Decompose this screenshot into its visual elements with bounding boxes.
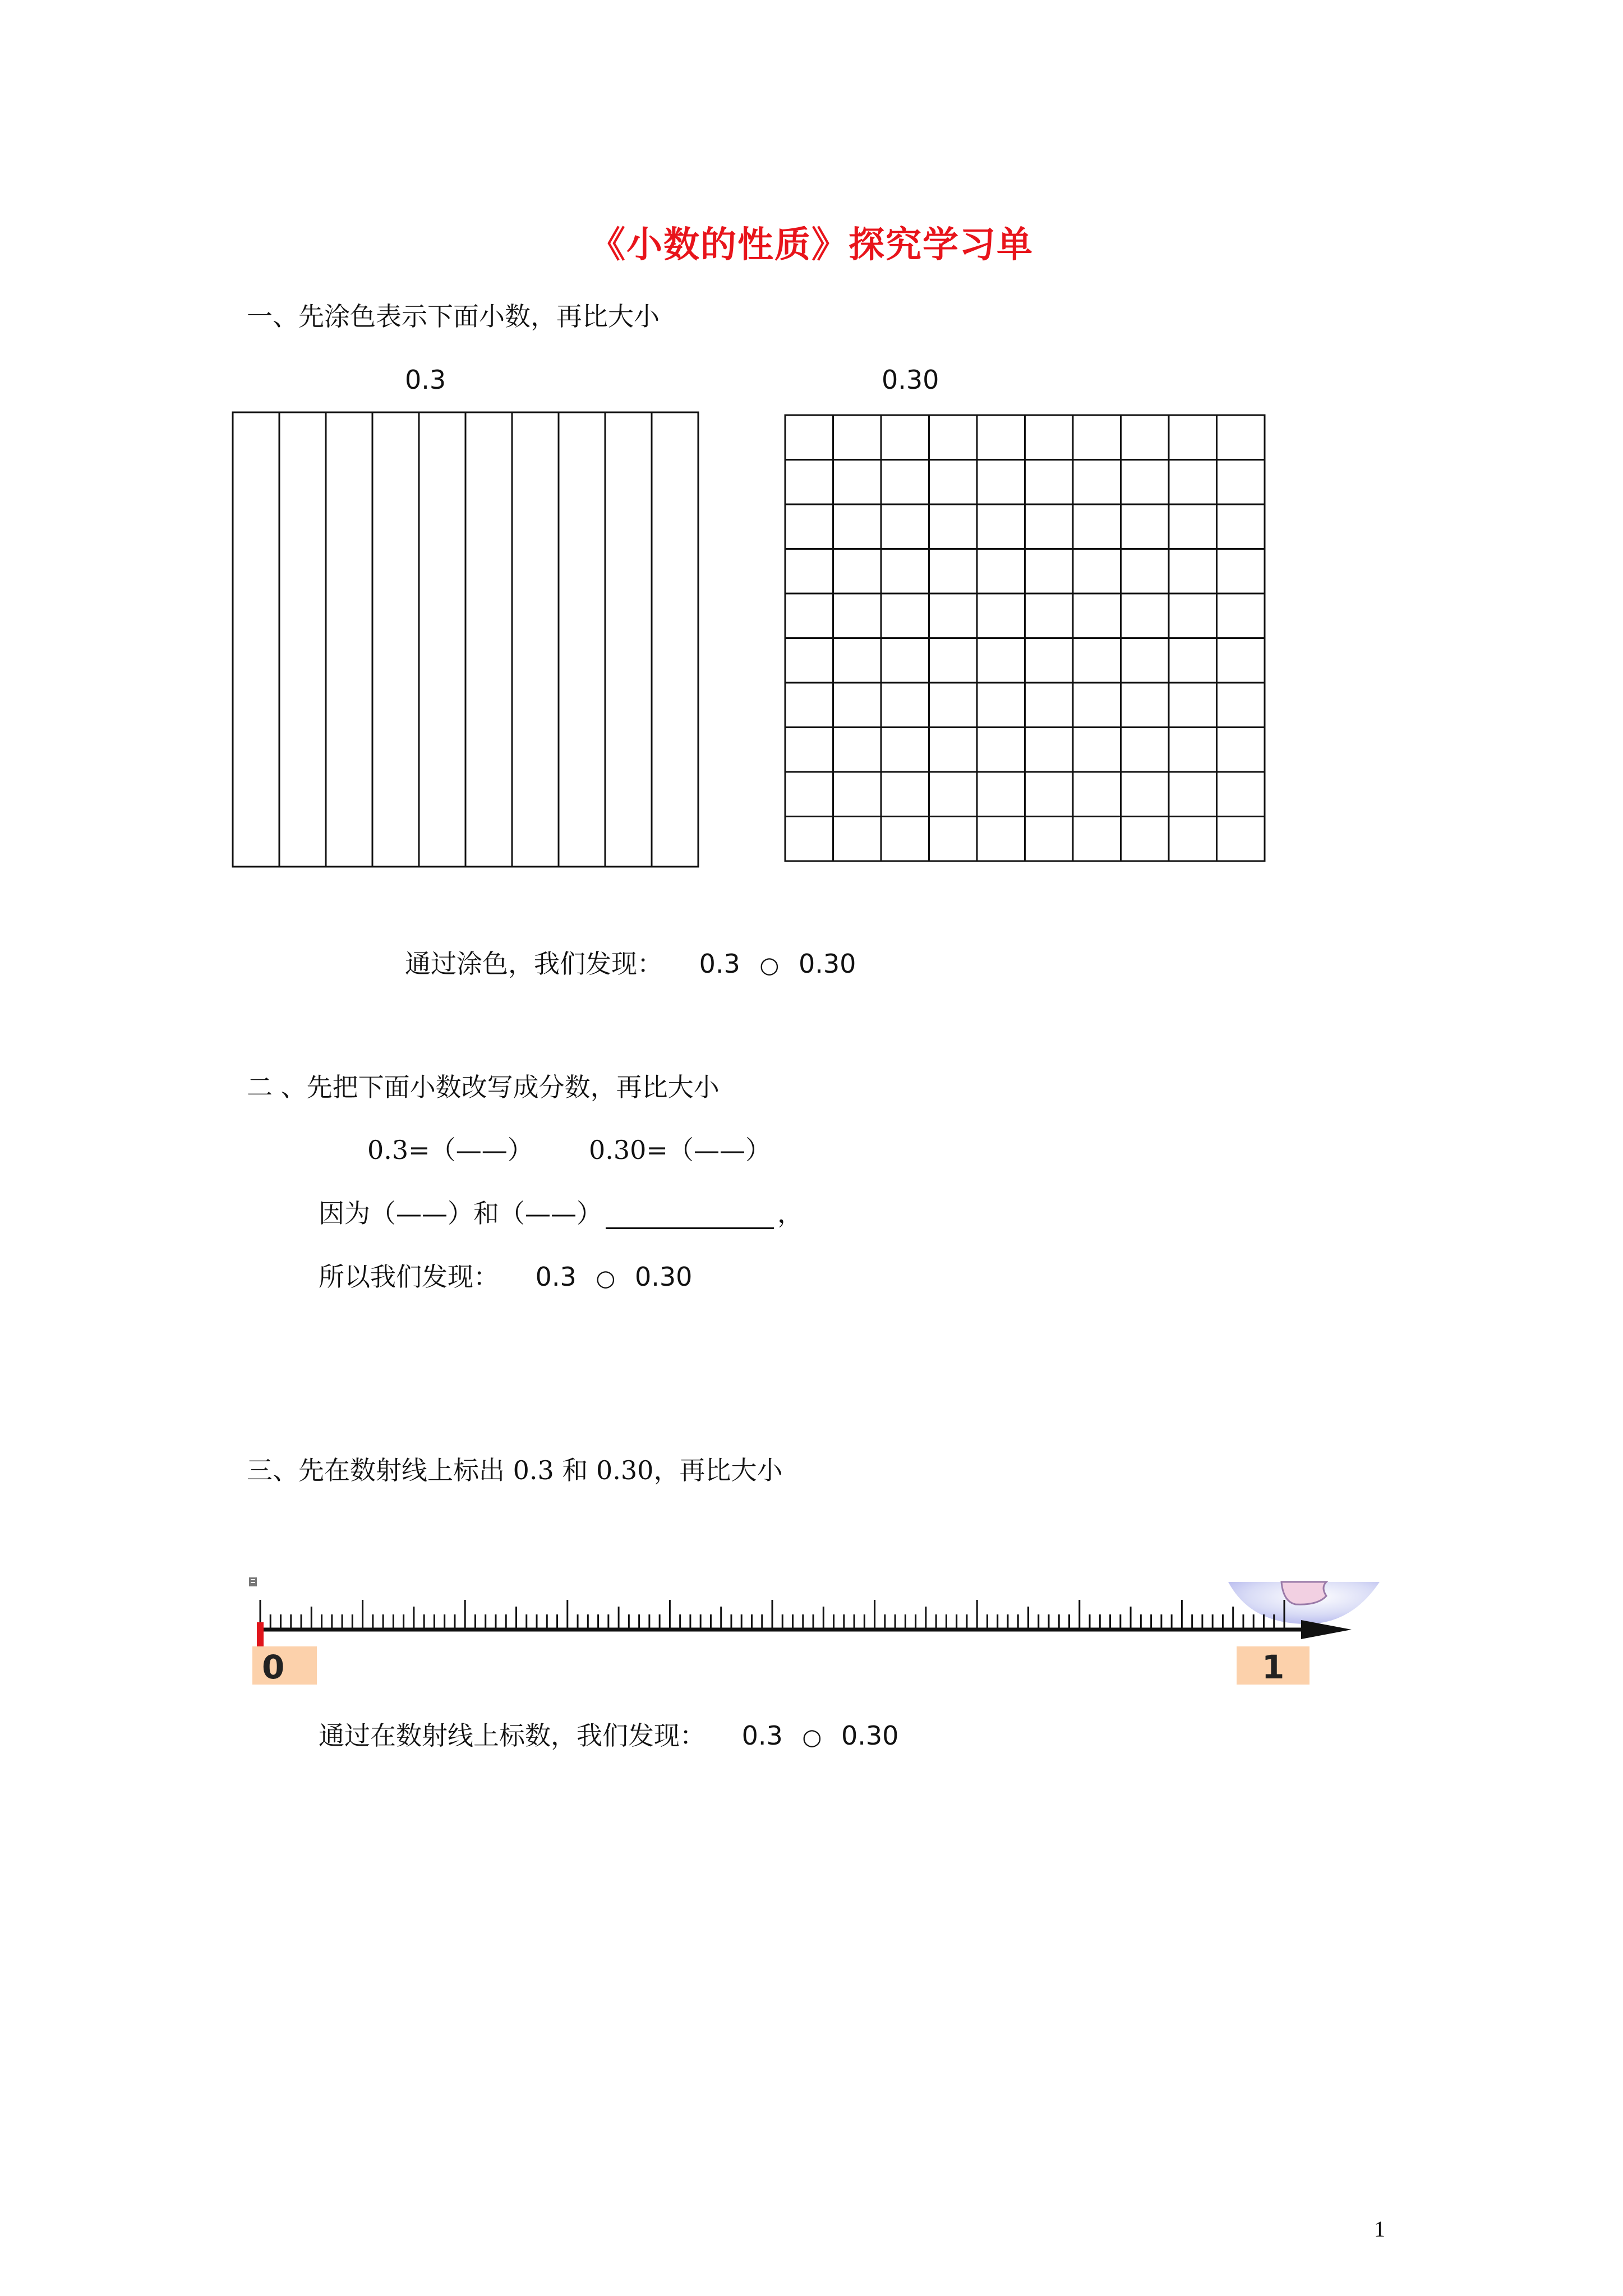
tenth-strip[interactable] <box>605 412 652 867</box>
label-0.3: 0.3 <box>405 365 446 395</box>
hundredth-cell[interactable] <box>1169 549 1217 594</box>
hundredth-cell[interactable] <box>833 683 882 728</box>
tenth-strip[interactable] <box>372 412 419 867</box>
hundredth-cell[interactable] <box>1121 460 1169 505</box>
hundredth-cell[interactable] <box>881 638 929 683</box>
section3-heading: 三、先在数射线上标出 0.3 和 0.30，再比大小 <box>247 1455 783 1485</box>
hundredth-cell[interactable] <box>1025 728 1073 772</box>
hundredth-cell[interactable] <box>1073 728 1121 772</box>
hundredth-cell[interactable] <box>929 817 978 862</box>
compare-blank-circle[interactable]: ○ <box>802 1724 822 1750</box>
page-title: 《小数的性质》探究学习单 <box>589 224 1034 266</box>
hundredth-cell[interactable] <box>785 415 833 460</box>
hundredth-cell[interactable] <box>929 504 978 549</box>
hundredth-cell[interactable] <box>833 638 882 683</box>
hundredth-cell[interactable] <box>929 593 978 638</box>
tenth-strip[interactable] <box>233 412 279 867</box>
hundredth-cell[interactable] <box>1121 728 1169 772</box>
hundredth-cell[interactable] <box>1217 593 1265 638</box>
compare-right: 0.30 <box>634 1262 693 1292</box>
hundredth-cell[interactable] <box>1073 772 1121 817</box>
because-line <box>319 1198 803 1229</box>
page-number: 1 <box>1374 2216 1385 2242</box>
section1-conclusion <box>405 948 856 981</box>
hundredth-cell[interactable] <box>1217 817 1265 862</box>
hundredth-cell[interactable] <box>1025 817 1073 862</box>
tenth-strip[interactable] <box>512 412 559 867</box>
hundredth-cell[interactable] <box>1025 683 1073 728</box>
hundredth-cell[interactable] <box>1217 415 1265 460</box>
hundredth-cell[interactable] <box>1169 638 1217 683</box>
hundredth-cell[interactable] <box>881 683 929 728</box>
fraction-line-0.30[interactable]: 0.30=（——） <box>589 1135 771 1165</box>
hundredth-cell[interactable] <box>833 728 882 772</box>
section1-heading: 一、先涂色表示下面小数，再比大小 <box>247 301 660 332</box>
hundredth-cell[interactable] <box>833 460 882 505</box>
hundredth-cell[interactable] <box>977 638 1025 683</box>
hundredth-cell[interactable] <box>1169 728 1217 772</box>
hundredth-cell[interactable] <box>785 683 833 728</box>
hundredth-cell[interactable] <box>1121 683 1169 728</box>
hundredth-cell[interactable] <box>1121 817 1169 862</box>
hundredth-cell[interactable] <box>1073 460 1121 505</box>
hundredth-cell[interactable] <box>785 593 833 638</box>
hundredth-cell[interactable] <box>1169 415 1217 460</box>
hundredth-cell[interactable] <box>1169 504 1217 549</box>
hundredth-cell[interactable] <box>833 593 882 638</box>
hundredth-cell[interactable] <box>929 460 978 505</box>
hundredth-cell[interactable] <box>977 460 1025 505</box>
hundredth-cell[interactable] <box>1217 683 1265 728</box>
compare-left: 0.3 <box>741 1720 783 1751</box>
hundredth-cell[interactable] <box>1217 772 1265 817</box>
hundredth-cell[interactable] <box>1025 593 1073 638</box>
hundredth-cell[interactable] <box>1169 593 1217 638</box>
axis-label-0: 0 <box>262 1648 285 1686</box>
hundredth-cell[interactable] <box>1073 593 1121 638</box>
section2-heading: 二 、先把下面小数改写成分数，再比大小 <box>247 1072 720 1102</box>
hundredth-cell[interactable] <box>977 504 1025 549</box>
hundredth-cell[interactable] <box>833 549 882 594</box>
tenth-strip[interactable] <box>465 412 512 867</box>
hundredth-cell[interactable] <box>1121 549 1169 594</box>
hundredth-cell[interactable] <box>833 772 882 817</box>
tenth-strip[interactable] <box>419 412 465 867</box>
tenths-strip-grid[interactable] <box>230 409 707 875</box>
hundredth-cell[interactable] <box>929 415 978 460</box>
conclusion-prefix: 通过涂色，我们发现： <box>405 949 663 979</box>
because-text: 因为（——）和（——） <box>319 1198 602 1228</box>
hundredth-cell[interactable] <box>929 772 978 817</box>
number-ray-ticks <box>260 1600 1284 1628</box>
hundredth-cell[interactable] <box>833 817 882 862</box>
hundredth-cell[interactable] <box>1169 772 1217 817</box>
hundredth-cell[interactable] <box>1025 638 1073 683</box>
hundredth-cell[interactable] <box>1217 728 1265 772</box>
compare-blank-circle[interactable]: ○ <box>759 953 780 978</box>
hundredth-cell[interactable] <box>1121 638 1169 683</box>
hundredth-cell[interactable] <box>977 415 1025 460</box>
hundredth-cell[interactable] <box>881 549 929 594</box>
hundredth-cell[interactable] <box>929 683 978 728</box>
compare-blank-circle[interactable]: ○ <box>596 1266 616 1291</box>
hundredth-cell[interactable] <box>833 415 882 460</box>
hundredth-cell[interactable] <box>1073 683 1121 728</box>
hundredth-cell[interactable] <box>785 638 833 683</box>
hundredth-cell[interactable] <box>1169 460 1217 505</box>
hundredth-cell[interactable] <box>881 728 929 772</box>
hundredth-cell[interactable] <box>833 504 882 549</box>
hundredth-cell[interactable] <box>881 593 929 638</box>
hundredth-cell[interactable] <box>1073 549 1121 594</box>
hundredth-cell[interactable] <box>977 728 1025 772</box>
hundredth-cell[interactable] <box>785 817 833 862</box>
hundredth-cell[interactable] <box>977 593 1025 638</box>
number-ray[interactable] <box>241 1571 1408 1711</box>
hundredth-cell[interactable] <box>785 504 833 549</box>
arrowhead-icon <box>1301 1620 1352 1639</box>
tenth-strip[interactable] <box>559 412 605 867</box>
hundredth-cell[interactable] <box>881 460 929 505</box>
conclusion-prefix: 通过在数射线上标数，我们发现： <box>319 1720 706 1751</box>
hundredth-cell[interactable] <box>1169 817 1217 862</box>
corner-marker-icon <box>249 1577 257 1586</box>
hundredth-cell[interactable] <box>1121 504 1169 549</box>
hundredth-cell[interactable] <box>1025 772 1073 817</box>
hundredth-cell[interactable] <box>1073 817 1121 862</box>
hundredth-cell[interactable] <box>929 728 978 772</box>
hundredth-cell[interactable] <box>1025 549 1073 594</box>
tenth-strip[interactable] <box>326 412 372 867</box>
because-comma: ， <box>777 1198 803 1228</box>
hundredth-cell[interactable] <box>785 460 833 505</box>
section2-conclusion <box>319 1261 692 1294</box>
compare-right: 0.30 <box>841 1720 899 1751</box>
fraction-line-0.3[interactable]: 0.3=（——） <box>367 1135 533 1165</box>
hundredth-cell[interactable] <box>1121 415 1169 460</box>
hundredth-cell[interactable] <box>785 772 833 817</box>
hundredth-cell[interactable] <box>977 549 1025 594</box>
cartoon-decoration-icon <box>1228 1582 1380 1624</box>
hundredth-cell[interactable] <box>881 415 929 460</box>
section3-conclusion <box>319 1720 898 1753</box>
hundredth-cell[interactable] <box>1073 415 1121 460</box>
hundredth-cell[interactable] <box>785 549 833 594</box>
conclusion-prefix: 所以我们发现： <box>319 1262 499 1292</box>
hundredth-cell[interactable] <box>1169 683 1217 728</box>
hundredth-cell[interactable] <box>1217 638 1265 683</box>
hundredth-cell[interactable] <box>1217 504 1265 549</box>
axis-label-1: 1 <box>1262 1648 1285 1686</box>
hundredth-cell[interactable] <box>881 817 929 862</box>
tenth-strip[interactable] <box>279 412 326 867</box>
hundredth-cell[interactable] <box>977 683 1025 728</box>
hundredth-cell[interactable] <box>1073 504 1121 549</box>
hundredth-cell[interactable] <box>929 638 978 683</box>
label-0.30: 0.30 <box>882 365 939 395</box>
compare-left: 0.3 <box>535 1262 577 1292</box>
hundredth-cell[interactable] <box>1073 638 1121 683</box>
hundredth-cell[interactable] <box>1025 504 1073 549</box>
hundredth-cell[interactable] <box>1025 460 1073 505</box>
hundredth-cell[interactable] <box>1121 593 1169 638</box>
hundredth-cell[interactable] <box>881 772 929 817</box>
hundredth-cell[interactable] <box>977 817 1025 862</box>
hundredth-cell[interactable] <box>1217 460 1265 505</box>
hundredth-cell[interactable] <box>785 728 833 772</box>
tenth-strip[interactable] <box>652 412 698 867</box>
hundredth-cell[interactable] <box>1217 549 1265 594</box>
compare-left: 0.3 <box>699 949 740 979</box>
hundredth-cell[interactable] <box>929 549 978 594</box>
hundredth-cell[interactable] <box>1025 415 1073 460</box>
hundredth-cell[interactable] <box>1121 772 1169 817</box>
relation-blank[interactable] <box>606 1205 774 1229</box>
hundredth-cell[interactable] <box>977 772 1025 817</box>
compare-right: 0.30 <box>798 949 856 979</box>
hundredth-cell[interactable] <box>881 504 929 549</box>
hundredths-square-grid[interactable] <box>782 412 1270 867</box>
